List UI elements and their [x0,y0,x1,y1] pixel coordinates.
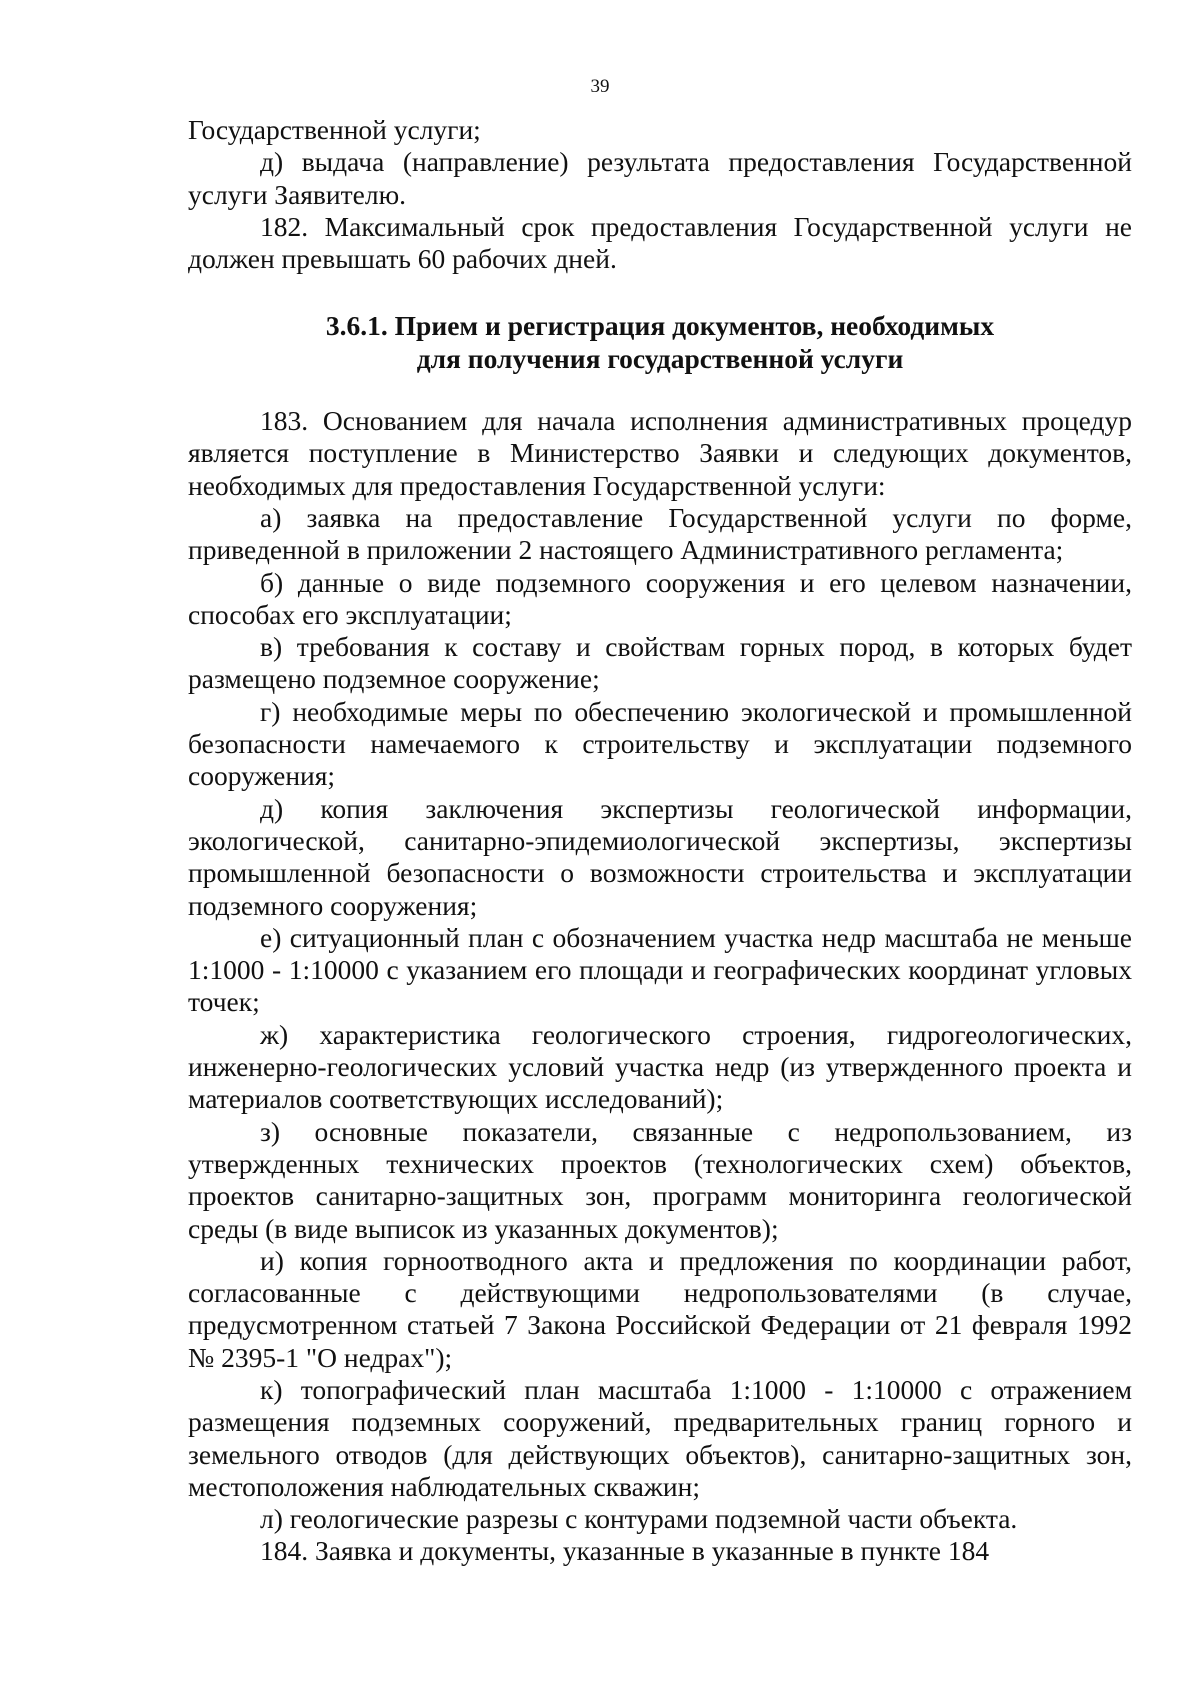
paragraph-item-d-result: д) выдача (направление) результата предоставления Государственной услуги Заявителю. [188,146,1132,210]
list-item-g: г) необходимые меры по обеспечению экологической и промышленной безопасности намечаемого к строительству и эксплуатации подземного сооружения; [188,695,1132,792]
section-heading-line-1: 3.6.1. Прием и регистрация документов, необходимых [325,310,995,342]
list-item-k: к) топографический план масштаба 1:1000 - 1:10000 с отражением размещения подземных сооружений, предварительных границ горного и земельного отводов (для действующих объектов), санитарно-защитных зон, местоположения наблюдательных скважин; [188,1373,1132,1502]
list-item-a: а) заявка на предоставление Государственной услуги по форме, приведенной в приложении 2 настоящего Административного регламента; [188,501,1132,566]
list-item-z: з) основные показатели, связанные с недропользованием, из утвержденных технических проектов (технологических схем) объектов, проектов санитарно-защитных зон, программ мониторинга геологической среды (в виде выписок из указанных документов); [188,1115,1132,1244]
list-item-e: е) ситуационный план с обозначением участка недр масштаба не меньше 1:1000 - 1:10000 с указанием его площади и географических координат угловых точек; [188,921,1132,1018]
list-item-d: д) копия заключения экспертизы геологической информации, экологической, санитарно-эпидемиологической экспертизы, экспертизы промышленной безопасности о возможности строительства и эксплуатации подземного сооружения; [188,792,1132,921]
paragraph-183: 183. Основанием для начала исполнения административных процедур является поступление в Министерство Заявки и следующих документов, необходимых для предоставления Государственной услуги: [188,405,1132,501]
list-item-l: л) геологические разрезы с контурами подземной части объекта. [260,1503,1018,1535]
list-item-b: б) данные о виде подземного сооружения и его целевом назначении, способах его эксплуатации; [188,566,1132,630]
list-item-i: и) копия горноотводного акта и предложения по координации работ, согласованные с действующими недропользователями (в случае, предусмотренном статьей 7 Закона Российской Федерации от 21 февраля 1992 № 2395-1 "О недрах"); [188,1244,1132,1373]
section-heading [188,310,1132,375]
list-item-zh: ж) характеристика геологического строения, гидрогеологических, инженерно-геологических условий участка недр (из утвержденного проекта и материалов соответствующих исследований); [188,1018,1132,1115]
spacer [188,375,1132,405]
paragraph-continuation: Государственной услуги; [188,114,481,145]
spacer [188,275,1132,310]
page-number: 39 [590,76,610,97]
document-body [188,114,1132,1568]
paragraph-184: 184. Заявка и документы, указанные в указанные в пункте 184 [260,1535,990,1567]
list-item-v: в) требования к составу и свойствам горных пород, в которых будет размещено подземное сооружение; [188,631,1132,695]
paragraph-182: 182. Максимальный срок предоставления Государственной услуги не должен превышать 60 рабочих дней. [188,210,1132,275]
section-heading-line-2: для получения государственной услуги [416,342,904,374]
